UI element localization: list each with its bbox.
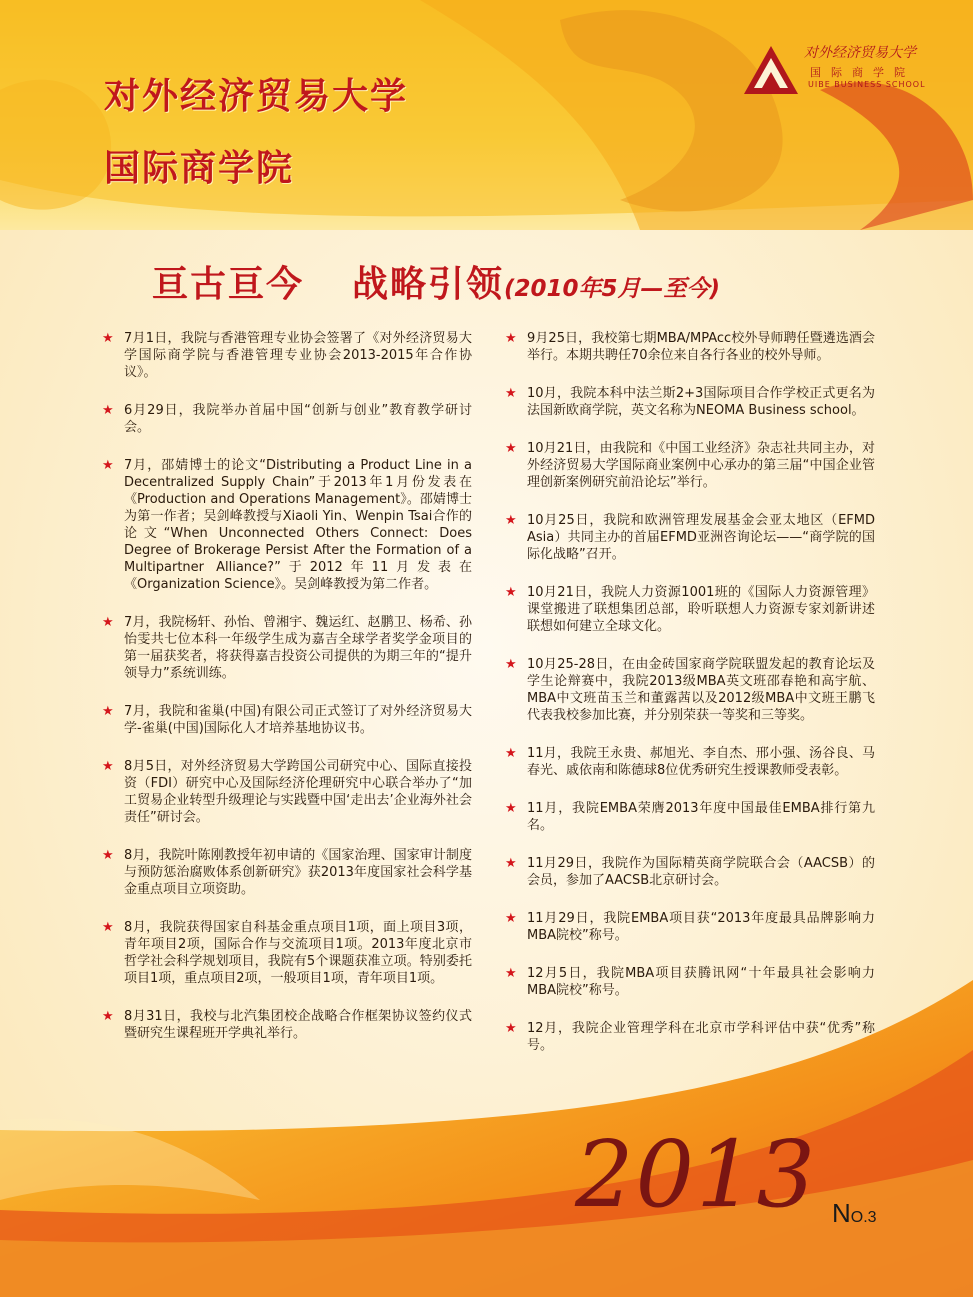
news-item: [102, 703, 472, 737]
news-item: [102, 402, 472, 436]
section-headline: [152, 256, 720, 307]
news-item: [505, 1020, 875, 1054]
headline-part1: 亘古亘今: [152, 264, 305, 305]
headline-period: (2010年5月—至今): [504, 276, 721, 302]
news-item-text: 12月，我院企业管理学科在北京市学科评估中获“优秀”称号。: [527, 1021, 875, 1053]
news-item-text: 11月29日，我院EMBA项目获“2013年度最具品牌影响力MBA院校”称号。: [527, 911, 875, 943]
star-bullet-icon: ★: [505, 386, 517, 401]
star-bullet-icon: ★: [505, 746, 517, 761]
star-bullet-icon: ★: [505, 966, 517, 981]
star-bullet-icon: ★: [102, 403, 114, 418]
news-item: [102, 758, 472, 826]
news-item: [505, 800, 875, 834]
news-item: [505, 656, 875, 724]
university-title: 对外经济贸易大学: [104, 76, 409, 117]
star-bullet-icon: ★: [102, 920, 114, 935]
school-title: 国际商学院: [104, 148, 295, 189]
star-bullet-icon: ★: [505, 856, 517, 871]
news-item-text: 11月，我院EMBA荣膺2013年度中国最佳EMBA排行第九名。: [527, 801, 875, 833]
star-bullet-icon: ★: [505, 1021, 517, 1036]
uibe-logo: [742, 42, 942, 100]
news-item-text: 7月，我院杨轩、孙怡、曾湘宇、魏运红、赵鹏卫、杨希、孙怡雯共七位本科一年级学生成为嘉吉全球学者奖学金项目的第一届获奖者，将获得嘉吉投资公司提供的为期三年的“提升领导力”系统训练。: [124, 615, 472, 681]
star-bullet-icon: ★: [505, 911, 517, 926]
news-item-text: 11月，我院王永贵、郝旭光、李自杰、邢小强、汤谷良、马春光、戚依南和陈德球8位优秀研究生授课教师受表彰。: [527, 746, 875, 778]
news-item-text: 8月5日，对外经济贸易大学跨国公司研究中心、国际直接投资（FDI）研究中心及国际经济伦理研究中心联合举办了“加工贸易企业转型升级理论与实践暨中国‘走出去’企业海外社会责任”研讨会。: [124, 759, 472, 825]
star-bullet-icon: ★: [102, 615, 114, 630]
logo-school-name: 国际商学院: [810, 66, 915, 79]
news-item-text: 10月，我院本科中法兰斯2+3国际项目合作学校正式更名为法国新欧商学院，英文名称为NEOMA Business school。: [527, 386, 875, 418]
uibe-logo-icon: [742, 44, 800, 96]
logo-english-name: UIBE BUSINESS SCHOOL: [808, 80, 926, 89]
news-item-text: 10月25日，我院和欧洲管理发展基金会亚太地区（EFMD Asia）共同主办的首届EFMD亚洲咨询论坛——“商学院的国际化战略”召开。: [527, 513, 875, 562]
news-item-text: 7月，我院和雀巢(中国)有限公司正式签订了对外经济贸易大学-雀巢(中国)国际化人才培养基地协议书。: [124, 704, 472, 736]
news-item: [102, 919, 472, 987]
news-item: [505, 330, 875, 364]
news-item-text: 11月29日，我院作为国际精英商学院联合会（AACSB）的会员，参加了AACSB北京研讨会。: [527, 856, 875, 888]
news-item: [505, 584, 875, 635]
news-item-text: 8月，我院获得国家自科基金重点项目1项，面上项目3项，青年项目2项，国际合作与交流项目1项。2013年度北京市哲学社会科学规划项目，我院有5个课题获准立项。特别委托项目1项，重点项目2项，一般项目1项，青年项目1项。: [124, 920, 472, 986]
news-item: [102, 330, 472, 381]
issue-number: [832, 1198, 877, 1229]
news-item: [102, 847, 472, 898]
news-item-text: 10月21日，我院人力资源1001班的《国际人力资源管理》课堂搬进了联想集团总部，聆听联想人力资源专家刘新讲述联想如何建立全球文化。: [527, 585, 875, 634]
news-item-text: 10月25-28日，在由金砖国家商学院联盟发起的教育论坛及学生论辩赛中，我院2013级MBA英文班邵春艳和高宇航、MBA中文班苗玉兰和董露茜以及2012级MBA中文班王鹏飞代表我校参加比赛，并分别荣获一等奖和三等奖。: [527, 657, 875, 723]
news-item-text: 10月21日，由我院和《中国工业经济》杂志社共同主办，对外经济贸易大学国际商业案例中心承办的第三届“中国企业管理创新案例研究前沿论坛”举行。: [527, 441, 875, 490]
news-column-left: [102, 330, 472, 1063]
star-bullet-icon: ★: [102, 458, 114, 473]
news-item: [505, 385, 875, 419]
year-label: 2013: [575, 1121, 818, 1228]
news-item-text: 6月29日，我院举办首届中国“创新与创业”教育教学研讨会。: [124, 403, 472, 435]
news-item: [102, 614, 472, 682]
news-item-text: 12月5日，我院MBA项目获腾讯网“十年最具社会影响力MBA院校”称号。: [527, 966, 875, 998]
star-bullet-icon: ★: [505, 513, 517, 528]
star-bullet-icon: ★: [102, 1009, 114, 1024]
news-item: [505, 512, 875, 563]
star-bullet-icon: ★: [102, 331, 114, 346]
star-bullet-icon: ★: [102, 704, 114, 719]
star-bullet-icon: ★: [505, 801, 517, 816]
news-item: [505, 440, 875, 491]
star-bullet-icon: ★: [505, 441, 517, 456]
news-item-text: 7月，邵婧博士的论文“Distributing a Product Line in a Decentralized Supply Chain”于2013年1月份发表在《Production and Operations Management》。邵婧博士为第一作者；吴剑峰教授与Xiaoli Yin、Wenpin Tsai合作的论文“When Unconnected Others Connect: Does Degree of Brokerage Persist After the Formation of a Multipartner Alliance?”于2012年11月发表在《Organization Science》。吴剑峰教授为第二作者。: [124, 458, 472, 592]
news-item: [102, 1008, 472, 1042]
headline-part2: 战略引领: [352, 264, 505, 305]
news-item: [102, 457, 472, 593]
news-item-text: 8月31日，我校与北汽集团校企战略合作框架协议签约仪式暨研究生课程班开学典礼举行。: [124, 1009, 472, 1041]
news-item: [505, 745, 875, 779]
star-bullet-icon: ★: [102, 759, 114, 774]
news-item: [505, 965, 875, 999]
star-bullet-icon: ★: [505, 585, 517, 600]
star-bullet-icon: ★: [102, 848, 114, 863]
news-item-text: 7月1日，我院与香港管理专业协会签署了《对外经济贸易大学国际商学院与香港管理专业协会2013-2015年合作协议》。: [124, 331, 472, 380]
news-item-text: 9月25日，我校第七期MBA/MPAcc校外导师聘任暨遴选酒会举行。本期共聘任70余位来自各行各业的校外导师。: [527, 331, 875, 363]
issue-prefix: N: [832, 1198, 851, 1228]
logo-chinese-name: 对外经济贸易大学: [804, 45, 916, 61]
star-bullet-icon: ★: [505, 331, 517, 346]
news-item: [505, 855, 875, 889]
news-column-right: [505, 330, 875, 1075]
star-bullet-icon: ★: [505, 657, 517, 672]
issue-suffix: O.3: [850, 1209, 877, 1226]
news-item: [505, 910, 875, 944]
news-item-text: 8月，我院叶陈刚教授年初申请的《国家治理、国家审计制度与预防惩治腐败体系创新研究》获2013年度国家社会科学基金重点项目立项资助。: [124, 848, 472, 897]
